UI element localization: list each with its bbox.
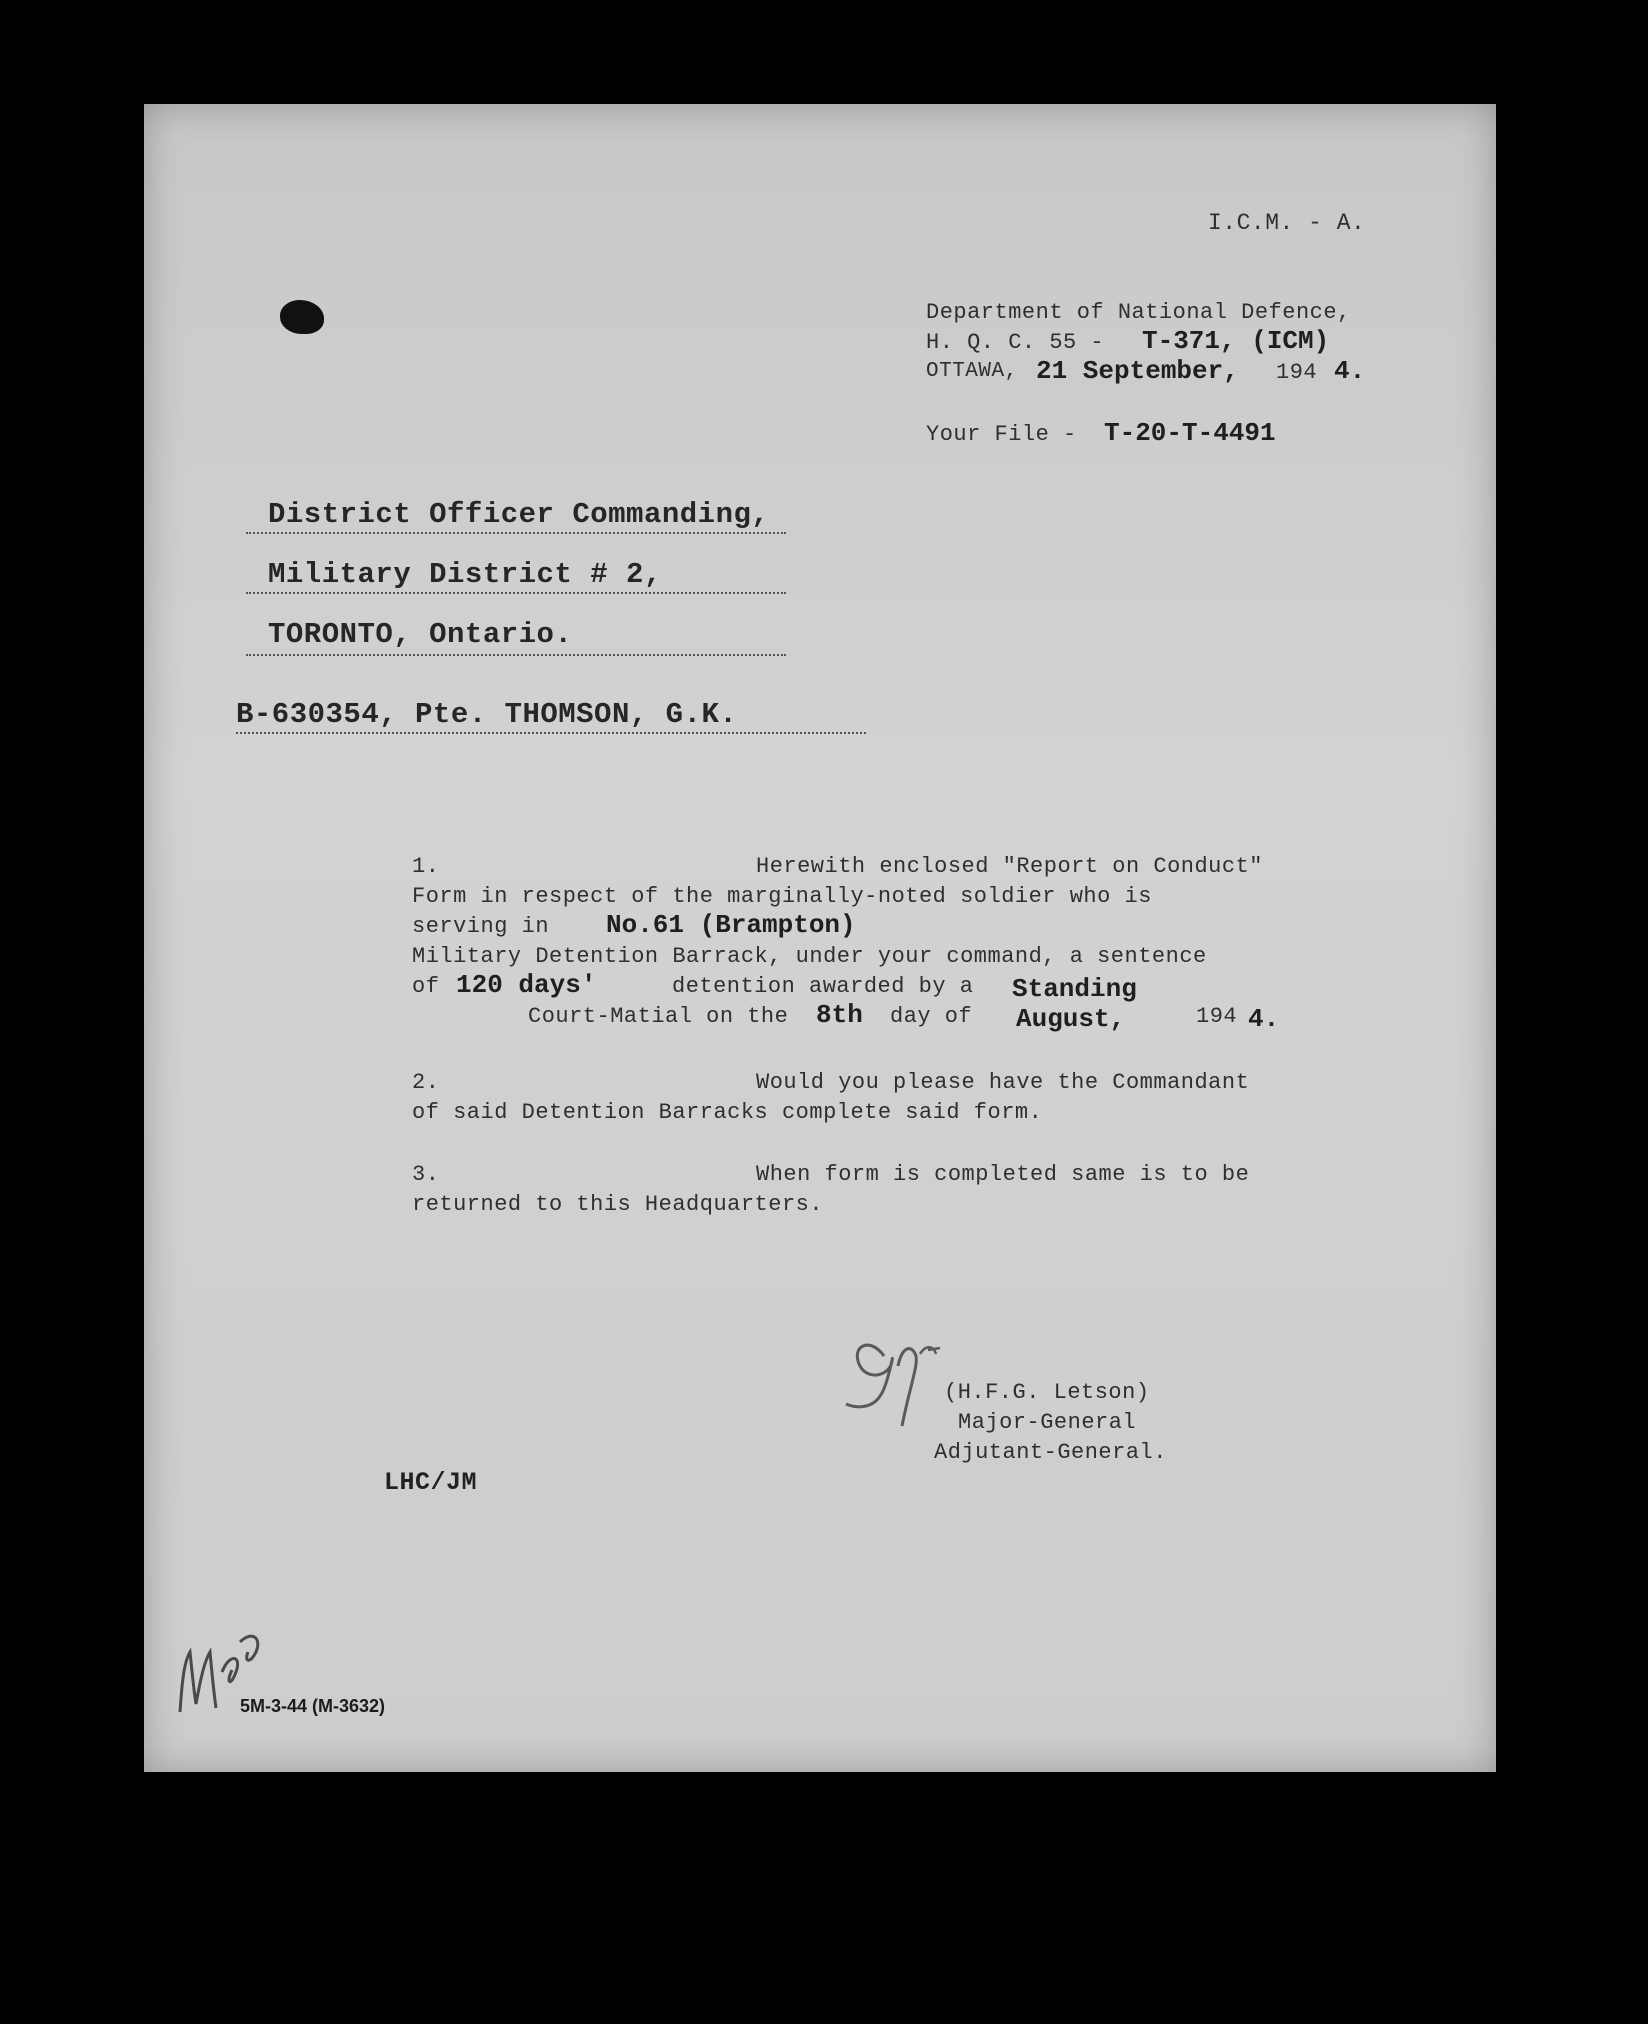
letter-date: 21 September, bbox=[1036, 356, 1239, 386]
typist-initials: LHC/JM bbox=[384, 1468, 478, 1497]
hq-file-prefix: H. Q. C. 55 - bbox=[926, 330, 1105, 355]
paragraph-1-line-6b: day of bbox=[890, 1004, 973, 1029]
address-dotted-line-3 bbox=[246, 654, 786, 656]
address-dotted-line-1 bbox=[246, 532, 786, 534]
address-line-2: Military District # 2, bbox=[268, 558, 662, 591]
court-martial-type: Standing bbox=[1012, 974, 1137, 1004]
paragraph-1-of: of bbox=[412, 974, 440, 999]
paragraph-3-line-1: When form is completed same is to be bbox=[756, 1162, 1250, 1187]
paragraph-2-number: 2. bbox=[412, 1070, 440, 1095]
address-line-1: District Officer Commanding, bbox=[268, 498, 770, 531]
paragraph-1-number: 1. bbox=[412, 854, 440, 879]
document-page bbox=[144, 104, 1496, 1772]
subject-soldier: B-630354, Pte. THOMSON, G.K. bbox=[236, 698, 738, 731]
paragraph-3-number: 3. bbox=[412, 1162, 440, 1187]
address-line-3: TORONTO, Ontario. bbox=[268, 618, 573, 651]
signatory-rank: Major-General bbox=[958, 1410, 1137, 1435]
address-dotted-line-2 bbox=[246, 592, 786, 594]
paragraph-1-line-2: Form in respect of the marginally-noted soldier who is bbox=[412, 884, 1152, 909]
court-martial-year-suffix: 4. bbox=[1248, 1004, 1280, 1034]
detention-barrack-name: No.61 (Brampton) bbox=[606, 910, 856, 940]
signatory-name: (H.F.G. Letson) bbox=[944, 1380, 1150, 1405]
form-code: I.C.M. - A. bbox=[1208, 210, 1366, 236]
court-martial-year-prefix: 194 bbox=[1196, 1004, 1238, 1029]
paragraph-3-line-2: returned to this Headquarters. bbox=[412, 1192, 824, 1217]
sentence-length: 120 days' bbox=[456, 970, 597, 1000]
letter-year-prefix: 194 bbox=[1276, 360, 1318, 385]
paragraph-1-line-1: Herewith enclosed "Report on Conduct" bbox=[756, 854, 1263, 879]
court-martial-day: 8th bbox=[816, 1000, 863, 1030]
ink-blot bbox=[280, 300, 324, 334]
city: OTTAWA, bbox=[926, 360, 1018, 383]
court-martial-month: August, bbox=[1016, 1004, 1126, 1034]
department-name: Department of National Defence, bbox=[926, 300, 1351, 325]
signatory-title: Adjutant-General. bbox=[934, 1440, 1167, 1465]
your-file-label: Your File - bbox=[926, 422, 1077, 447]
handwritten-signature bbox=[840, 1326, 960, 1436]
letter-year-suffix: 4. bbox=[1334, 356, 1366, 386]
paragraph-1-line-5: detention awarded by a bbox=[672, 974, 974, 999]
paragraph-1-line-3: serving in bbox=[412, 914, 550, 939]
form-number: 5M-3-44 (M-3632) bbox=[240, 1696, 386, 1716]
paragraph-1-line-4: Military Detention Barrack, under your command, a sentence bbox=[412, 944, 1207, 969]
subject-dotted-line bbox=[236, 732, 866, 734]
paragraph-2-line-1: Would you please have the Commandant bbox=[756, 1070, 1250, 1095]
your-file-number: T-20-T-4491 bbox=[1104, 418, 1276, 448]
hq-file-reference: T-371, (ICM) bbox=[1142, 326, 1330, 356]
paragraph-2-line-2: of said Detention Barracks complete said form. bbox=[412, 1100, 1043, 1125]
paragraph-1-line-6a: Court-Matial on the bbox=[528, 1004, 789, 1029]
